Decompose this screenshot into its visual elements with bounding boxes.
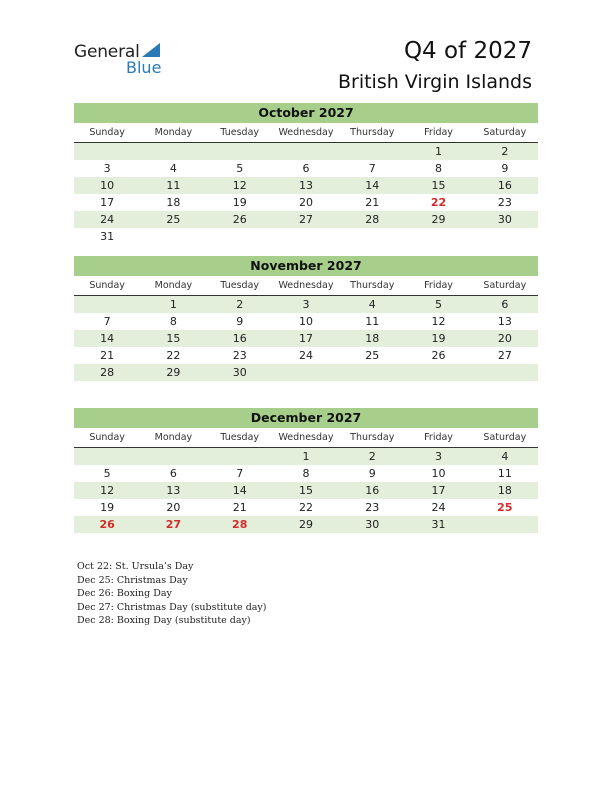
holiday-note: Dec 26: Boxing Day: [77, 588, 172, 600]
week-row: [74, 448, 538, 465]
weekday-label: Saturday: [483, 127, 527, 138]
day-cell: 30: [365, 518, 380, 531]
day-cell: 23: [232, 349, 247, 362]
weekday-label: Saturday: [483, 280, 527, 291]
day-cell: 22: [166, 349, 181, 362]
day-cell: [405, 228, 471, 245]
day-cell: [140, 448, 206, 465]
day-cell: 13: [497, 315, 512, 328]
day-cell: 18: [497, 484, 512, 497]
day-cell: 14: [100, 332, 115, 345]
weekday-label: Tuesday: [220, 280, 260, 291]
day-cell: 4: [169, 162, 177, 175]
holiday-notes: [77, 560, 267, 628]
weekday-label: Sunday: [89, 432, 125, 443]
day-cell: 1: [169, 298, 177, 311]
weekday-label: Thursday: [350, 432, 395, 443]
day-cell: [472, 364, 538, 381]
day-cell: 16: [497, 179, 512, 192]
day-cell: 7: [368, 162, 376, 175]
day-cell: 8: [169, 315, 177, 328]
day-cell: 17: [298, 332, 313, 345]
weekday-label: Friday: [424, 127, 453, 138]
month-november: [74, 256, 538, 381]
day-cell: 22: [430, 196, 447, 209]
week-row: [74, 160, 538, 177]
week-row: [74, 143, 538, 160]
day-cell: [472, 228, 538, 245]
day-cell: [207, 448, 273, 465]
day-cell: 31: [100, 230, 115, 243]
day-cell: 27: [165, 518, 182, 531]
weekday-label: Monday: [154, 432, 193, 443]
day-cell: 28: [365, 213, 380, 226]
day-cell: 13: [166, 484, 181, 497]
day-cell: 25: [497, 501, 513, 514]
week-row: [74, 313, 538, 330]
day-cell: 4: [368, 298, 376, 311]
day-cell: 15: [298, 484, 313, 497]
weekday-label: Tuesday: [220, 432, 260, 443]
day-cell: 3: [302, 298, 310, 311]
day-cell: 15: [431, 179, 446, 192]
weekday-label: Wednesday: [278, 280, 334, 291]
day-cell: 11: [497, 467, 512, 480]
day-cell: 8: [435, 162, 443, 175]
week-row: [74, 465, 538, 482]
weekday-header-row: [74, 428, 538, 448]
day-cell: 29: [166, 366, 181, 379]
day-cell: 21: [232, 501, 247, 514]
day-cell: 5: [103, 467, 111, 480]
week-row: [74, 211, 538, 228]
month-title: October 2027: [74, 103, 538, 123]
holiday-note: Oct 22: St. Ursula’s Day: [77, 561, 194, 572]
logo-triangle-icon: [142, 43, 160, 57]
day-cell: 23: [365, 501, 380, 514]
day-cell: 16: [365, 484, 380, 497]
day-cell: 7: [236, 467, 244, 480]
day-cell: 24: [431, 501, 446, 514]
day-cell: 18: [166, 196, 181, 209]
day-cell: [140, 143, 206, 160]
day-cell: [207, 228, 273, 245]
day-cell: 27: [497, 349, 512, 362]
day-cell: 26: [232, 213, 247, 226]
day-cell: 12: [100, 484, 115, 497]
day-cell: [273, 143, 339, 160]
month-december: [74, 408, 538, 533]
weekday-label: Sunday: [89, 127, 125, 138]
weekday-label: Sunday: [89, 280, 125, 291]
day-cell: 10: [298, 315, 313, 328]
day-cell: [339, 228, 405, 245]
day-cell: 17: [431, 484, 446, 497]
day-cell: 20: [497, 332, 512, 345]
day-cell: 5: [236, 162, 244, 175]
day-cell: 14: [232, 484, 247, 497]
day-cell: 11: [365, 315, 380, 328]
day-cell: 6: [501, 298, 509, 311]
day-cell: [74, 296, 140, 313]
day-cell: 18: [365, 332, 380, 345]
week-row: [74, 482, 538, 499]
day-cell: 28: [100, 366, 115, 379]
day-cell: 10: [431, 467, 446, 480]
day-cell: [74, 448, 140, 465]
holiday-note: Dec 28: Boxing Day (substitute day): [77, 615, 251, 627]
page-title: Q4 of 2027: [403, 38, 532, 64]
day-cell: 21: [100, 349, 115, 362]
week-row: [74, 228, 538, 245]
day-cell: [405, 364, 471, 381]
day-cell: [472, 516, 538, 533]
day-cell: 9: [368, 467, 376, 480]
day-cell: 29: [431, 213, 446, 226]
day-cell: 9: [501, 162, 509, 175]
day-cell: 24: [298, 349, 313, 362]
week-row: [74, 194, 538, 211]
month-title: November 2027: [74, 256, 538, 276]
day-cell: 2: [501, 145, 509, 158]
week-row: [74, 296, 538, 313]
day-cell: 28: [232, 518, 248, 531]
day-cell: 25: [166, 213, 181, 226]
day-cell: 16: [232, 332, 247, 345]
day-cell: 19: [431, 332, 446, 345]
logo-blue-text: Blue: [126, 58, 162, 77]
day-cell: 19: [232, 196, 247, 209]
day-cell: [273, 364, 339, 381]
month-october: [74, 103, 538, 245]
weekday-label: Friday: [424, 432, 453, 443]
weekday-label: Thursday: [350, 127, 395, 138]
day-cell: 9: [236, 315, 244, 328]
holiday-note: Dec 25: Christmas Day: [77, 574, 188, 586]
day-cell: 12: [232, 179, 247, 192]
day-cell: 30: [497, 213, 512, 226]
day-cell: [140, 228, 206, 245]
logo-general-text: General: [74, 42, 140, 62]
day-cell: 11: [166, 179, 181, 192]
day-cell: 13: [298, 179, 313, 192]
weekday-label: Saturday: [483, 432, 527, 443]
day-cell: 26: [99, 518, 115, 531]
holiday-note: Dec 27: Christmas Day (substitute day): [77, 601, 267, 613]
page-subtitle: British Virgin Islands: [337, 71, 532, 93]
day-cell: 1: [302, 450, 310, 463]
day-cell: [339, 143, 405, 160]
day-cell: 24: [100, 213, 115, 226]
day-cell: 31: [431, 518, 446, 531]
day-cell: 4: [501, 450, 509, 463]
week-row: [74, 347, 538, 364]
weekday-label: Monday: [154, 127, 193, 138]
day-cell: 1: [435, 145, 443, 158]
day-cell: 15: [166, 332, 181, 345]
day-cell: [74, 143, 140, 160]
day-cell: 5: [435, 298, 443, 311]
day-cell: 30: [232, 366, 247, 379]
day-cell: 14: [365, 179, 380, 192]
day-cell: 19: [100, 501, 115, 514]
week-row: [74, 499, 538, 516]
day-cell: 27: [298, 213, 313, 226]
day-cell: [207, 143, 273, 160]
week-row: [74, 330, 538, 347]
week-row: [74, 364, 538, 381]
weekday-label: Wednesday: [278, 432, 334, 443]
weekday-label: Thursday: [350, 280, 395, 291]
weekday-label: Monday: [154, 280, 193, 291]
day-cell: [273, 228, 339, 245]
week-row: [74, 177, 538, 194]
month-title: December 2027: [74, 408, 538, 428]
day-cell: 29: [298, 518, 313, 531]
day-cell: 10: [100, 179, 115, 192]
day-cell: 17: [100, 196, 115, 209]
weekday-header-row: [74, 123, 538, 143]
day-cell: 12: [431, 315, 446, 328]
weekday-header-row: [74, 276, 538, 296]
week-row: [74, 516, 538, 533]
day-cell: 22: [298, 501, 313, 514]
day-cell: [339, 364, 405, 381]
day-cell: 20: [298, 196, 313, 209]
day-cell: 25: [365, 349, 380, 362]
day-cell: 3: [103, 162, 111, 175]
day-cell: 6: [169, 467, 177, 480]
day-cell: 7: [103, 315, 111, 328]
day-cell: 21: [365, 196, 380, 209]
weekday-label: Tuesday: [220, 127, 260, 138]
logo: [74, 42, 162, 77]
day-cell: 8: [302, 467, 310, 480]
day-cell: 23: [497, 196, 512, 209]
day-cell: 6: [302, 162, 310, 175]
day-cell: 20: [166, 501, 181, 514]
day-cell: 26: [431, 349, 446, 362]
weekday-label: Wednesday: [278, 127, 334, 138]
day-cell: 3: [435, 450, 443, 463]
day-cell: 2: [368, 450, 376, 463]
weekday-label: Friday: [424, 280, 453, 291]
day-cell: 2: [236, 298, 244, 311]
